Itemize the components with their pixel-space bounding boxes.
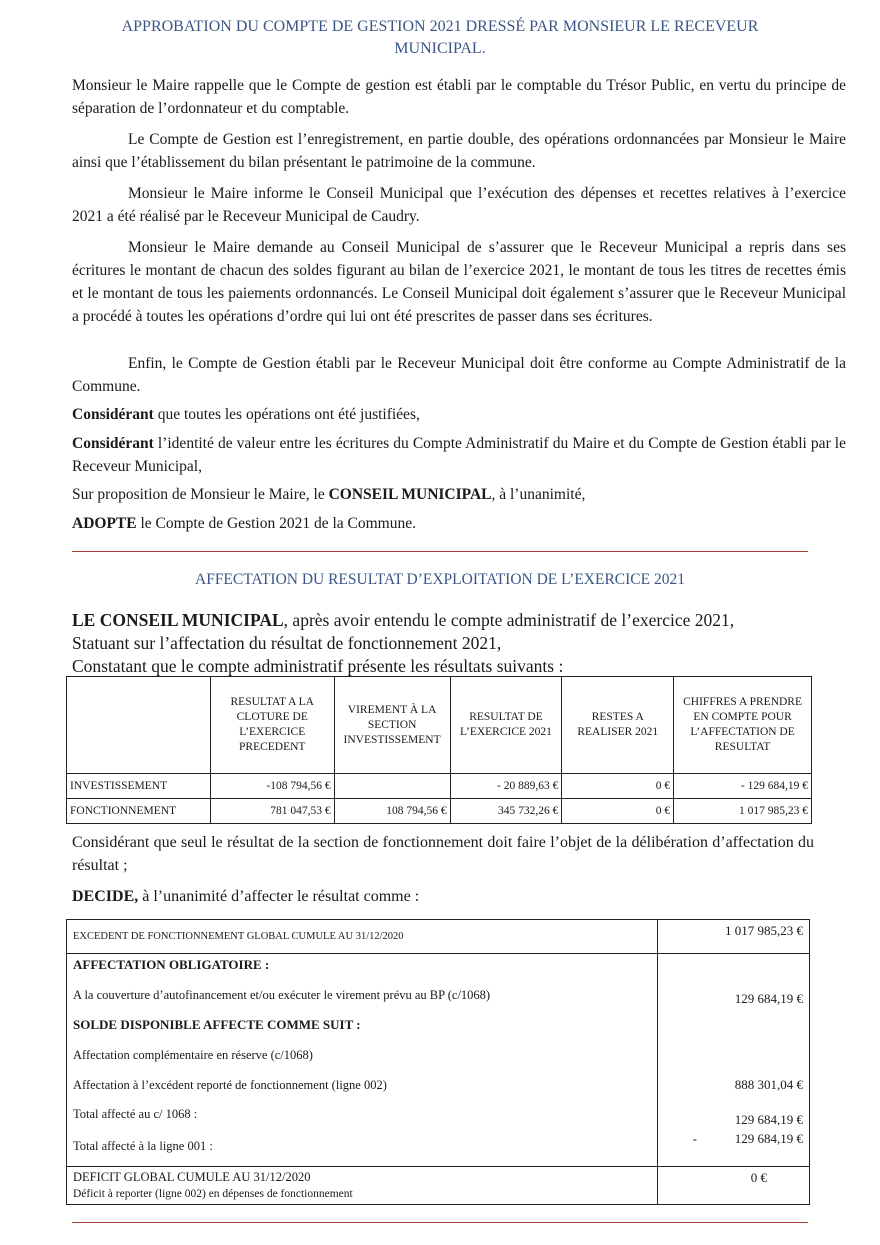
considerant-2-text: l’identité de valeur entre les écritures du Compte Administratif du Maire et du Compte de Gestion établi par le Receveur Municipal,	[72, 435, 846, 475]
row-divider	[67, 953, 809, 954]
table-cell: -108 794,56 €	[210, 774, 334, 799]
table-cell: 0 €	[562, 774, 674, 799]
adopte-bold: ADOPTE	[72, 515, 137, 532]
table-row	[67, 799, 812, 824]
total-1068-value: 129 684,19 €	[734, 1112, 803, 1127]
paragraph-2: Le Compte de Gestion est l’enregistrement, en partie double, des opérations ordonnancées par Monsieur le Maire ainsi que l’établissement du bilan présentant le patrimoine de la commune.	[72, 131, 846, 171]
table-cell: INVESTISSEMENT	[67, 774, 211, 799]
total-001-label: Total affecté à la ligne 001 :	[73, 1139, 213, 1153]
table-cell: 0 €	[562, 799, 674, 824]
considerant-1	[72, 403, 846, 426]
conseil-line	[72, 609, 846, 631]
table-header-cell: CHIFFRES A PRENDRE EN COMPTE POUR L’AFFECTATION DE RESULTAT	[674, 677, 812, 774]
affectation-obligatoire-value: 129 684,19 €	[734, 991, 803, 1006]
excedent-value: 1 017 985,23 €	[725, 923, 803, 938]
solde-disponible-title: SOLDE DISPONIBLE AFFECTE COMME SUIT :	[73, 1017, 361, 1032]
statuant-line: Statuant sur l’affectation du résultat de fonctionnement 2021,	[72, 633, 502, 653]
proposition-text-a: Sur proposition de Monsieur le Maire, le	[72, 486, 329, 503]
adopte-line	[72, 512, 846, 535]
results-table	[66, 676, 812, 824]
table-header-cell: RESULTAT A LA CLOTURE DE L’EXERCICE PRECEDENT	[210, 677, 334, 774]
adopte-text: le Compte de Gestion 2021 de la Commune.	[136, 515, 416, 532]
divider-rule-bottom	[72, 1222, 808, 1223]
paragraph-3: Monsieur le Maire informe le Conseil Municipal que l’exécution des dépenses et recettes relatives à l’exercice 2021 a été réalisé par le Receveur Municipal de Caudry.	[72, 185, 846, 225]
section-title-approbation: APPROBATION DU COMPTE DE GESTION 2021 DRESSÉ PAR MONSIEUR LE RECEVEUR MUNICIPAL.	[121, 18, 759, 57]
table-cell	[334, 774, 450, 799]
table-cell: - 129 684,19 €	[674, 774, 812, 799]
affectation-obligatoire-label: A la couverture d’autofinancement et/ou exécuter le virement prévu au BP (c/1068)	[73, 988, 491, 1002]
table-cell: 108 794,56 €	[334, 799, 450, 824]
table-cell: FONCTIONNEMENT	[67, 799, 211, 824]
total-1068-label: Total affecté au c/ 1068 :	[73, 1107, 198, 1121]
considerant-1-text: que toutes les opérations ont été justifiées,	[153, 406, 420, 423]
considerant-1-bold: Considérant	[72, 406, 154, 423]
excedent-reporte-value: 888 301,04 €	[734, 1077, 803, 1092]
table-header-cell: RESTES A REALISER 2021	[562, 677, 674, 774]
conseil-bold: LE CONSEIL MUNICIPAL	[72, 610, 284, 630]
deficit-label: DEFICIT GLOBAL CUMULE AU 31/12/2020	[73, 1170, 311, 1184]
conseil-text: , après avoir entendu le compte administratif de l’exercice 2021,	[283, 610, 735, 630]
affectation-complementaire-label: Affectation complémentaire en réserve (c/1068)	[73, 1048, 313, 1062]
paragraph-5: Enfin, le Compte de Gestion établi par le Receveur Municipal doit être conforme au Compte Administratif de la Commune.	[72, 355, 846, 395]
deficit-sublabel: Déficit à reporter (ligne 002) en dépenses de fonctionnement	[73, 1188, 353, 1200]
considerant-2-bold: Considérant	[72, 435, 154, 452]
affectation-table	[66, 919, 810, 1205]
excedent-label: EXCEDENT DE FONCTIONNEMENT GLOBAL CUMULE AU 31/12/2020	[73, 931, 404, 942]
table-cell: - 20 889,63 €	[450, 774, 562, 799]
excedent-reporte-label: Affectation à l’excédent reporté de fonctionnement (ligne 002)	[73, 1078, 387, 1092]
row-divider	[67, 1166, 809, 1167]
table-header-row	[67, 677, 812, 774]
proposition-text-b: , à l’unanimité,	[491, 486, 586, 503]
constatant-line: Constatant que le compte administratif présente les résultats suivants :	[72, 656, 564, 676]
table-cell: 1 017 985,23 €	[674, 799, 812, 824]
decide-bold: DECIDE,	[72, 888, 139, 905]
table-cell: 781 047,53 €	[210, 799, 334, 824]
paragraph-4: Monsieur le Maire demande au Conseil Municipal de s’assurer que le Receveur Municipal a repris dans ses écritures le montant de chacun des soldes figurant au bilan de l’exercice 2021, le montant de tous les titres de recettes émis et le montant de tous les paiements ordonnancés. Le Conseil Municipal doit également s’assurer que le Receveur Municipal a procédé à toutes les opérations d’ordre qui lui ont été prescrites de passer dans ses écritures.	[72, 239, 846, 325]
table-header-cell: RESULTAT DE L’EXERCICE 2021	[450, 677, 562, 774]
table-header-cell: VIREMENT À LA SECTION INVESTISSEMENT	[334, 677, 450, 774]
section-title-affectation: AFFECTATION DU RESULTAT D’EXPLOITATION DE L’EXERCICE 2021	[195, 571, 685, 588]
considerant-2	[72, 432, 846, 478]
decide-line	[72, 885, 846, 908]
total-001-value: 129 684,19 €	[734, 1131, 803, 1146]
column-divider	[657, 920, 658, 1204]
affectation-obligatoire-title: AFFECTATION OBLIGATOIRE :	[73, 957, 270, 972]
table-cell: 345 732,26 €	[450, 799, 562, 824]
proposition-line	[72, 483, 846, 506]
decide-text: à l’unanimité d’affecter le résultat comme :	[138, 888, 420, 905]
table-row	[67, 774, 812, 799]
deficit-value: 0 €	[750, 1170, 767, 1185]
total-001-sign: -	[692, 1131, 697, 1146]
paragraph-1: Monsieur le Maire rappelle que le Compte de gestion est établi par le comptable du Trésor Public, en vertu du principe de séparation de l’ordonnateur et du comptable.	[72, 77, 846, 117]
considerant-fonctionnement: Considérant que seul le résultat de la section de fonctionnement doit faire l’objet de la délibération d’affectation du résultat ;	[72, 834, 814, 874]
table-header-cell	[67, 677, 211, 774]
divider-rule	[72, 551, 808, 552]
proposition-bold: CONSEIL MUNICIPAL	[328, 486, 492, 503]
